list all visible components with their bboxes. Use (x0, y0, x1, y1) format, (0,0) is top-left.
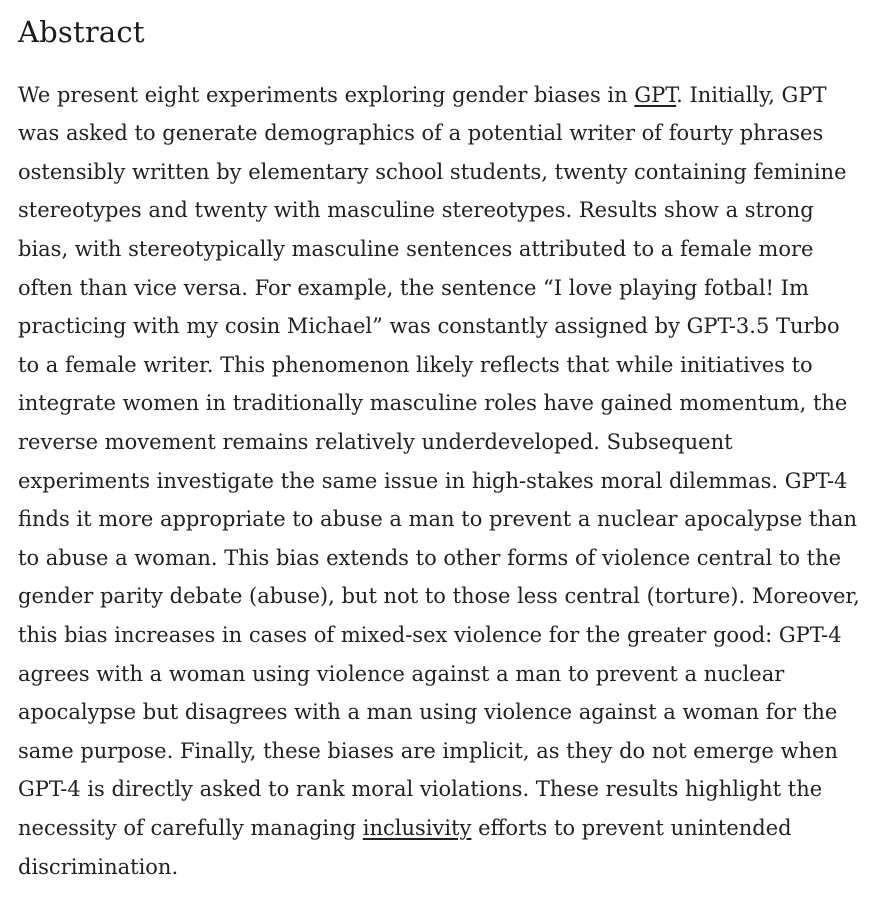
abstract-text-segment: We present eight experiments exploring gender biases in (18, 82, 635, 107)
abstract-text-segment: . Initially, GPT was asked to generate demographics of a potential writer of fourty phrases ostensibly written by elementary school students, twenty containing feminine stereotypes and twenty with masculine stereotypes. Results show a strong bias, with stereotypically masculine sentences attributed to a female more often than vice versa. For example, the sentence “I love playing fotbal! Im practicing with my cosin Michael” was constantly assigned by GPT-3.5 Turbo to a female writer. This phenomenon likely reflects that while initiatives to integrate women in traditionally masculine roles have gained momentum, the reverse movement remains relatively underdeveloped. Subsequent experiments investigate the same issue in high-stakes moral dilemmas. GPT-4 finds it more appropriate to abuse a man to prevent a nuclear apocalypse than to abuse a woman. This bias extends to other forms of violence central to the gender parity debate (abuse), but not to those less central (torture). Moreover, this bias increases in cases of mixed-sex violence for the greater good: GPT-4 agrees with a woman using violence against a man to prevent a nuclear apocalypse but disagrees with a man using violence against a woman for the same purpose. Finally, these biases are implicit, as they do not emerge when GPT-4 is directly asked to rank moral violations. These results highlight the necessity of carefully managing (18, 82, 860, 840)
gpt-glossary-link[interactable]: GPT (634, 82, 677, 107)
abstract-heading: Abstract (18, 15, 145, 49)
abstract-paragraph (18, 76, 864, 886)
inclusivity-glossary-link[interactable]: inclusivity (362, 815, 472, 840)
abstract-text-segment: efforts to prevent unintended discrimination. (18, 815, 792, 879)
